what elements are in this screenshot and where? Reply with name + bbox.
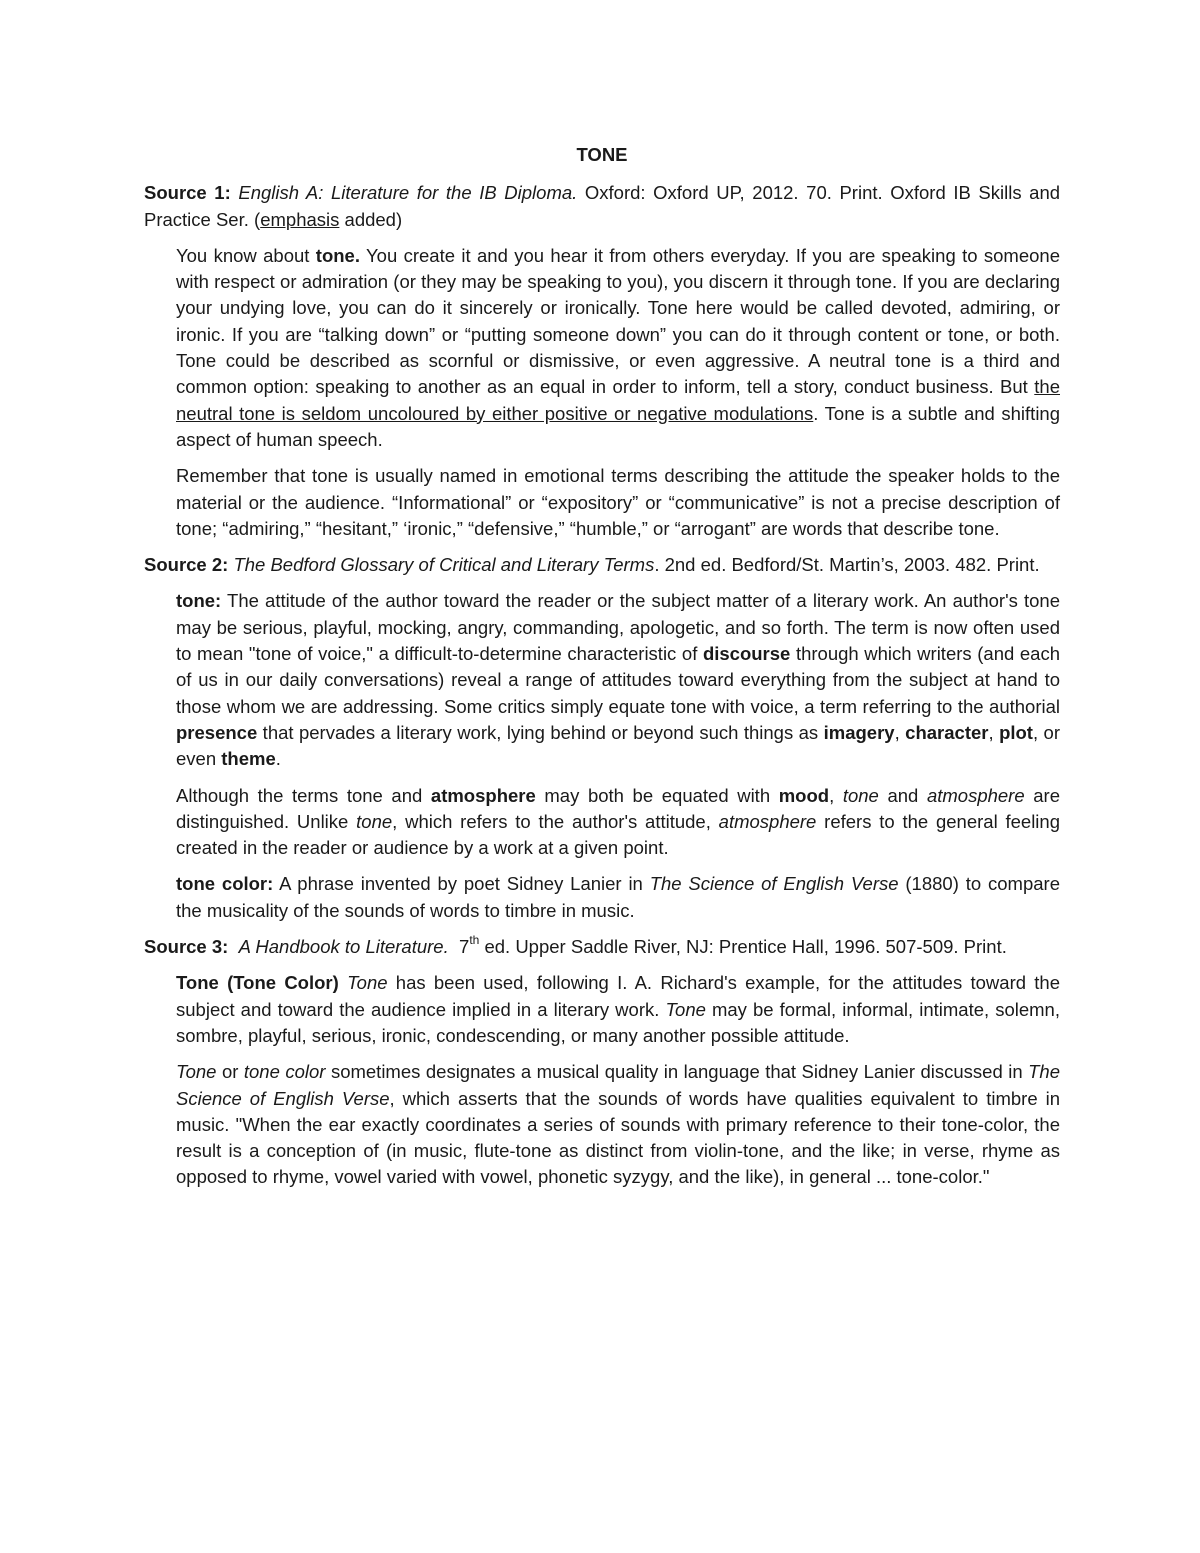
text-run: are distinguished. Unlike [176,784,1060,832]
bold-term: mood [778,784,830,806]
italic-term: Tone [176,1061,217,1083]
source-3-book-title: A Handbook to Literature. [238,936,449,958]
text-run: . Tone is a subtle and shifting aspect of human speech. [176,402,1061,450]
text-run: , [988,721,1000,743]
bold-term: plot [999,721,1033,743]
text-run: and [878,784,927,806]
italic-term: Tone [347,972,388,994]
italic-title: The Science of English Verse [176,1061,1060,1109]
document-page [144,142,1060,1201]
bold-term: tone. [315,244,360,266]
bold-term: presence [176,721,258,743]
underlined-phrase: the neutral tone is seldom uncoloured by either positive or negative modulations [176,376,1060,424]
italic-term: atmosphere [926,784,1025,806]
source-3-edition-suffix: th [469,932,480,947]
text-run: . [275,748,281,770]
text-run: (1880) to compare the musicality of the sounds of words to timbre in music. [176,873,1060,921]
source-3-publication: ed. Upper Saddle River, NJ: Prentice Hall, 1996. 507-509. Print. [479,936,1007,958]
source-3-citation [144,934,1060,960]
text-run: may be formal, informal, intimate, solemn, sombre, playful, serious, ironic, condescending, or many another possible attitude. [176,998,1060,1046]
source-3-paragraph-2 [176,1059,1060,1190]
text-run: has been used, following I. A. Richard's example, for the attitudes toward the subject and toward the audience implied in a literary work. [176,972,1060,1020]
italic-term: tone [842,784,879,806]
text-run: , which asserts that the sounds of words have qualities equivalent to timbre in music. "When the ear exactly coordinates a series of sounds with primary reference to their tone-color, the result is a conception of (in music, flute-tone as distinct from violin-tone, and the like; in verse, rhyme as opposed to rhyme, vowel varied with vowel, phonetic syzygy, and the like), in general ... tone-color." [176,1087,1060,1188]
italic-term: Tone [665,998,706,1020]
text-run: that pervades a literary work, lying behind or beyond such things as [257,721,824,743]
text-run: or [216,1061,244,1083]
italic-term: tone color [243,1061,326,1083]
source-2-publication: . 2nd ed. Bedford/St. Martin’s, 2003. 482. Print. [654,554,1040,576]
text-run: may both be equated with [535,784,779,806]
source-1-open-paren: ( [254,208,261,230]
source-1-emphasis-note: added) [344,208,403,230]
text-run: Although the terms tone and [176,784,431,806]
text-run: , or even [176,721,1060,770]
text-run: refers to the general feeling created in the reader or audience by a work at a given point. [176,810,1060,859]
bold-term: character [905,721,989,743]
source-3-label: Source 3: [144,936,229,958]
source-1-book-title: English A: Literature for the IB Diploma. [238,182,578,204]
text-run: sometimes designates a musical quality in language that Sidney Lanier discussed in [325,1061,1029,1083]
text-run: You know about [176,244,316,266]
italic-term: atmosphere [718,810,817,832]
source-1-paragraph-2: Remember that tone is usually named in emotional terms describing the attitude the speaker holds to the material or the audience. “Informational” or “expository” or “communicative” is not a precise description of tone; “admiring,” “hesitant,” ‘ironic,” “defensive,” “humble,” or “arrogant” are words that describe tone. [176,465,1060,539]
text-run: You create it and you hear it from others everyday. If you are speaking to someone with respect or admiration (or they may be speaking to you), you discern it through tone. If you are declaring your undying love, you can do it sincerely or ironically. Tone here would be called devoted, admiring, or ironic. If you are “talking down” or “putting someone down” you can do it through content or tone, or both. Tone could be described as scornful or dismissive, or even aggressive. A neutral tone is a third and common option: speaking to another as an equal in order to inform, tell a story, conduct business. But [176,244,1060,398]
bold-term: theme [221,748,276,770]
source-3-edition: 7 [459,936,470,958]
text-run: , [894,721,906,743]
text-run: A phrase invented by poet Sidney Lanier in [273,873,650,895]
italic-term: tone [356,810,393,832]
text-run: The attitude of the author toward the reader or the subject matter of a literary work. An author's tone may be serious, playful, mocking, angry, commanding, apologetic, and so forth. The term is now often used to mean "tone of voice," a difficult-to-determine characteristic of [176,590,1060,665]
source-1-emphasis: emphasis [260,208,340,230]
source-3-paragraph-1 [176,970,1060,1049]
bold-term: Tone (Tone Color) [176,972,339,994]
source-2-label: Source 2: [144,554,229,576]
source-1-citation [144,180,1060,233]
italic-title: The Science of English Verse [649,873,899,895]
source-1-label: Source 1: [144,182,231,204]
text-run: , [829,784,843,806]
text-run: through which writers (and each of us in our daily conversations) reveal a range of attitudes toward everything from the subject at hand to those whom we are addressing. Some critics simply equate tone with voice, a term referring to the authorial [176,643,1060,717]
source-2-paragraph-3 [176,871,1060,924]
source-2-book-title: The Bedford Glossary of Critical and Literary Terms [233,554,655,576]
text-run [339,972,347,993]
bold-term: tone color: [176,873,274,895]
bold-term: imagery [823,721,895,743]
bold-term: atmosphere [430,784,536,806]
bold-term: tone: [176,590,222,612]
source-2-citation [144,552,1060,578]
page-title: TONE [576,144,628,165]
source-1-paragraph-1 [176,243,1060,453]
source-2-paragraph-1 [176,588,1060,772]
bold-term: discourse [702,643,791,665]
source-1-publication: Oxford: Oxford UP, 2012. 70. Print. Oxford IB Skills and Practice Ser. [144,182,1061,230]
source-2-paragraph-2 [176,783,1060,862]
text-run: , which refers to the author's attitude, [392,810,719,832]
